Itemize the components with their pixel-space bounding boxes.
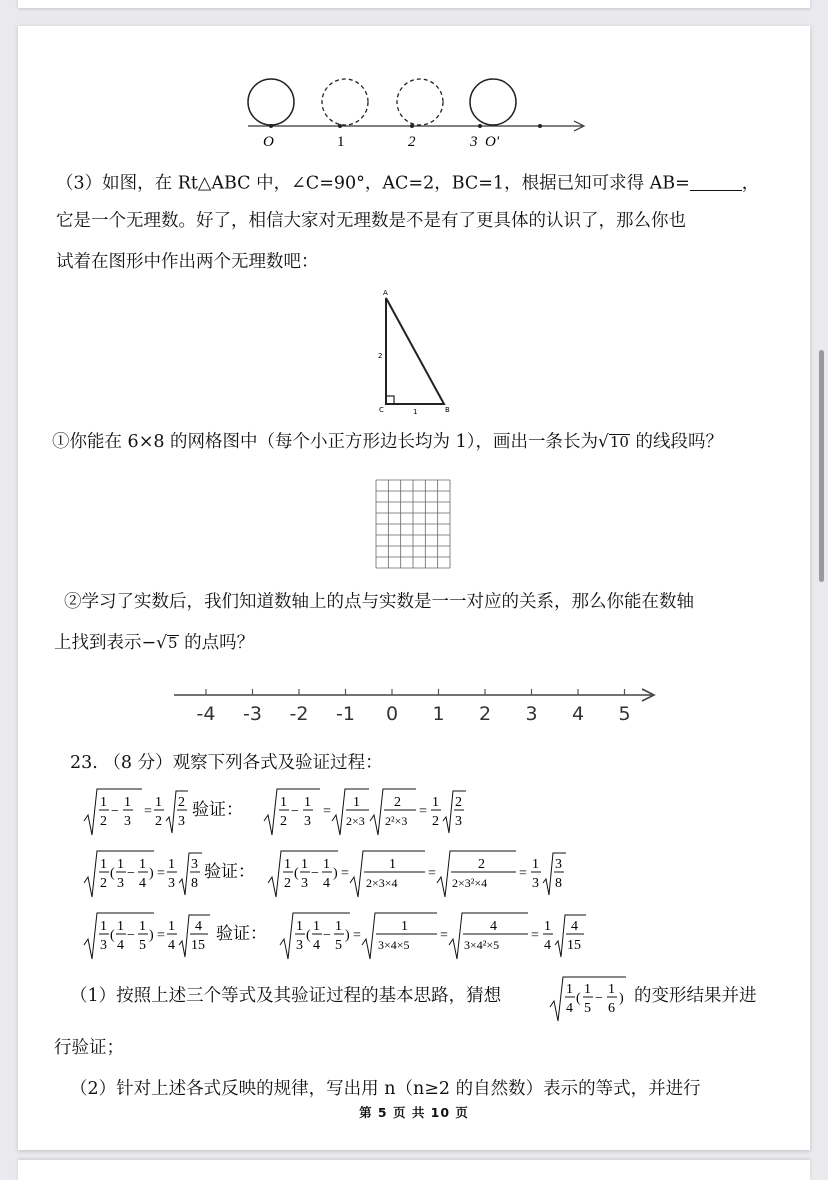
svg-text:1: 1 xyxy=(168,919,175,934)
q3-text-a: （3）如图，在 Rt△ABC 中，∠C=90°，AC=2，BC=1，根据已知可求得 AB= xyxy=(56,173,690,194)
number-line-label: -2 xyxy=(289,703,309,725)
svg-text:3: 3 xyxy=(168,876,175,891)
q3-line-3: 试着在图形中作出两个无理数吧： xyxy=(56,252,319,272)
svg-text:2×3: 2×3 xyxy=(346,814,365,828)
svg-text:4: 4 xyxy=(544,938,551,953)
svg-text:8: 8 xyxy=(191,876,198,891)
svg-text:): ) xyxy=(149,928,154,943)
svg-text:1: 1 xyxy=(168,857,175,872)
svg-text:): ) xyxy=(333,866,338,881)
item-2-line-1: ②学习了实数后，我们知道数轴上的点与实数是一一对应的关系，那么你能在数轴 xyxy=(64,592,694,612)
rolling-circle-figure xyxy=(240,74,600,154)
svg-text:4: 4 xyxy=(571,919,578,934)
svg-text:1: 1 xyxy=(280,795,287,810)
svg-text:1: 1 xyxy=(304,795,311,810)
svg-text:4: 4 xyxy=(490,919,497,934)
item-2-text-b: 的点吗？ xyxy=(184,633,255,653)
svg-text:): ) xyxy=(345,928,350,943)
verify-label-1: 验证： xyxy=(192,800,243,819)
svg-text:1: 1 xyxy=(100,919,107,934)
svg-text:2: 2 xyxy=(394,795,401,810)
svg-text:−: − xyxy=(595,991,603,1006)
svg-text:1: 1 xyxy=(432,795,439,810)
number-line-label: -3 xyxy=(243,703,262,725)
svg-text:4: 4 xyxy=(117,938,124,953)
item-1-radicand: 10 xyxy=(609,433,629,451)
svg-text:1: 1 xyxy=(608,982,615,997)
svg-text:2×3×4: 2×3×4 xyxy=(366,876,398,890)
svg-text:2: 2 xyxy=(432,814,439,829)
svg-text:6: 6 xyxy=(608,1001,615,1016)
svg-text:4: 4 xyxy=(139,876,146,891)
svg-text:2: 2 xyxy=(455,795,462,810)
svg-text:1: 1 xyxy=(117,919,124,934)
svg-text:4: 4 xyxy=(313,938,320,953)
svg-text:): ) xyxy=(619,991,624,1006)
q3-line-1 xyxy=(56,172,759,193)
part-1-expression xyxy=(548,975,632,1023)
svg-text:2: 2 xyxy=(478,857,485,872)
svg-text:): ) xyxy=(149,866,154,881)
item-1-text-a: ①你能在 6×8 的网格图中（每个小正方形边长均为 1），画出一条长为 xyxy=(52,432,599,452)
q23-part-1 xyxy=(70,988,501,1006)
svg-text:8: 8 xyxy=(555,876,562,891)
svg-text:=: = xyxy=(323,804,331,819)
svg-text:4: 4 xyxy=(195,919,202,934)
svg-text:1: 1 xyxy=(139,919,146,934)
svg-text:−: − xyxy=(291,804,299,819)
vertex-c: C xyxy=(379,406,384,414)
grid-6x8 xyxy=(374,478,452,570)
svg-text:1: 1 xyxy=(124,795,131,810)
svg-text:4: 4 xyxy=(323,876,330,891)
q23-title: 23. （8 分）观察下列各式及验证过程： xyxy=(70,753,383,773)
number-line-label: 2 xyxy=(478,703,492,725)
svg-text:2: 2 xyxy=(178,795,185,810)
answer-blank[interactable] xyxy=(690,172,742,191)
svg-text:1: 1 xyxy=(155,795,162,810)
label-o: O xyxy=(263,134,274,150)
vertex-b: B xyxy=(445,406,450,414)
label-1: 1 xyxy=(337,134,345,150)
side-cb-label: 1 xyxy=(413,408,418,416)
svg-text:1: 1 xyxy=(389,857,396,872)
svg-text:3×4²×5: 3×4²×5 xyxy=(464,938,500,952)
svg-text:5: 5 xyxy=(139,938,146,953)
svg-text:=: = xyxy=(428,866,436,881)
svg-text:3: 3 xyxy=(124,814,131,829)
number-line-label: 1 xyxy=(432,703,445,725)
scrollbar-thumb[interactable] xyxy=(819,350,824,582)
svg-text:2²×3: 2²×3 xyxy=(385,814,408,828)
item-2-radicand: 5 xyxy=(168,634,178,652)
svg-text:1: 1 xyxy=(566,982,573,997)
svg-text:1: 1 xyxy=(284,857,291,872)
label-3: 3 xyxy=(470,134,478,150)
svg-text:1: 1 xyxy=(296,919,303,934)
svg-text:2: 2 xyxy=(280,814,287,829)
svg-text:3: 3 xyxy=(191,857,198,872)
svg-text:3: 3 xyxy=(100,938,107,953)
verify-label-3: 验证： xyxy=(216,924,267,943)
svg-text:1: 1 xyxy=(139,857,146,872)
svg-text:15: 15 xyxy=(191,938,205,953)
svg-text:=: = xyxy=(531,928,539,943)
part-1-text-b: 的变形结果并进 xyxy=(634,986,757,1006)
svg-text:1: 1 xyxy=(313,919,320,934)
svg-text:1: 1 xyxy=(532,857,539,872)
q23-part-2: （2）针对上述各式反映的规律，写出用 n（n≥2 的自然数）表示的等式，并进行 xyxy=(70,1079,701,1099)
right-triangle-figure xyxy=(370,288,460,418)
verify-label-2: 验证： xyxy=(204,862,255,881)
svg-text:1: 1 xyxy=(401,919,408,934)
item-2-text-a: 上找到表示− xyxy=(54,633,157,653)
number-line-label: 4 xyxy=(571,703,585,725)
svg-text:=: = xyxy=(419,804,427,819)
vertex-a: A xyxy=(383,289,388,297)
svg-text:3: 3 xyxy=(304,814,311,829)
svg-text:1: 1 xyxy=(301,857,308,872)
svg-text:2: 2 xyxy=(155,814,162,829)
svg-text:(: ( xyxy=(110,928,115,943)
svg-text:−: − xyxy=(127,928,135,943)
number-line-label: 5 xyxy=(618,703,631,725)
svg-text:3: 3 xyxy=(532,876,539,891)
svg-text:4: 4 xyxy=(168,938,175,953)
q3-line-2: 它是一个无理数。好了，相信大家对无理数是不是有了更具体的认识了，那么你也 xyxy=(56,211,686,231)
svg-text:4: 4 xyxy=(566,1001,573,1016)
svg-text:−: − xyxy=(111,804,119,819)
svg-text:=: = xyxy=(144,804,152,819)
svg-text:(: ( xyxy=(110,866,115,881)
svg-text:2: 2 xyxy=(100,814,107,829)
svg-text:2: 2 xyxy=(100,876,107,891)
svg-text:2×3²×4: 2×3²×4 xyxy=(452,876,488,890)
svg-text:1: 1 xyxy=(100,795,107,810)
number-line-label: -4 xyxy=(196,703,216,725)
number-line-label: 0 xyxy=(385,703,399,725)
number-line-label: 3 xyxy=(525,703,538,725)
svg-text:=: = xyxy=(157,866,165,881)
svg-text:(: ( xyxy=(294,866,299,881)
svg-text:3: 3 xyxy=(117,876,124,891)
item-1-text-b: 的线段吗？ xyxy=(635,432,724,452)
svg-text:=: = xyxy=(157,928,165,943)
svg-text:−: − xyxy=(311,866,319,881)
svg-text:5: 5 xyxy=(584,1001,591,1016)
svg-text:1: 1 xyxy=(353,795,360,810)
svg-text:−: − xyxy=(323,928,331,943)
svg-text:15: 15 xyxy=(567,938,581,953)
svg-text:3: 3 xyxy=(555,857,562,872)
svg-text:1: 1 xyxy=(117,857,124,872)
svg-text:=: = xyxy=(519,866,527,881)
item-1-question: ①你能在 6×8 的网格图中（每个小正方形边长均为 1），画出一条长为√10 的线段吗？ xyxy=(52,432,724,452)
svg-text:3: 3 xyxy=(301,876,308,891)
svg-text:1: 1 xyxy=(323,857,330,872)
svg-text:=: = xyxy=(341,866,349,881)
part-1-text-c: 行验证； xyxy=(54,1038,124,1058)
label-o-prime: O' xyxy=(485,134,500,150)
next-page-edge xyxy=(18,1160,810,1180)
svg-text:−: − xyxy=(127,866,135,881)
document-page xyxy=(18,26,810,1150)
svg-text:=: = xyxy=(353,928,361,943)
svg-text:(: ( xyxy=(306,928,311,943)
svg-text:1: 1 xyxy=(335,919,342,934)
item-2-line-2: 上找到表示−√5 的点吗？ xyxy=(54,633,255,653)
svg-text:1: 1 xyxy=(584,982,591,997)
label-2: 2 xyxy=(408,134,416,150)
side-ac-label: 2 xyxy=(378,352,383,360)
svg-text:2: 2 xyxy=(284,876,291,891)
svg-text:=: = xyxy=(440,928,448,943)
svg-text:3: 3 xyxy=(178,814,185,829)
equation-row-3 xyxy=(84,913,586,959)
q3-text-b: ， xyxy=(741,173,760,194)
svg-text:1: 1 xyxy=(544,919,551,934)
q23-equations xyxy=(80,785,600,965)
svg-text:(: ( xyxy=(576,991,581,1006)
svg-text:5: 5 xyxy=(335,938,342,953)
equation-row-2 xyxy=(84,851,566,897)
previous-page-edge xyxy=(18,0,810,8)
svg-text:3: 3 xyxy=(455,814,462,829)
number-line-label: -1 xyxy=(336,703,355,725)
equation-row-1 xyxy=(84,789,466,835)
svg-text:1: 1 xyxy=(100,857,107,872)
svg-text:3×4×5: 3×4×5 xyxy=(378,938,410,952)
svg-text:3: 3 xyxy=(296,938,303,953)
part-1-text-a: （1）按照上述三个等式及其验证过程的基本思路，猜想 xyxy=(70,986,502,1006)
number-line xyxy=(170,678,660,728)
page-footer: 第 5 页 共 10 页 xyxy=(359,1105,469,1120)
